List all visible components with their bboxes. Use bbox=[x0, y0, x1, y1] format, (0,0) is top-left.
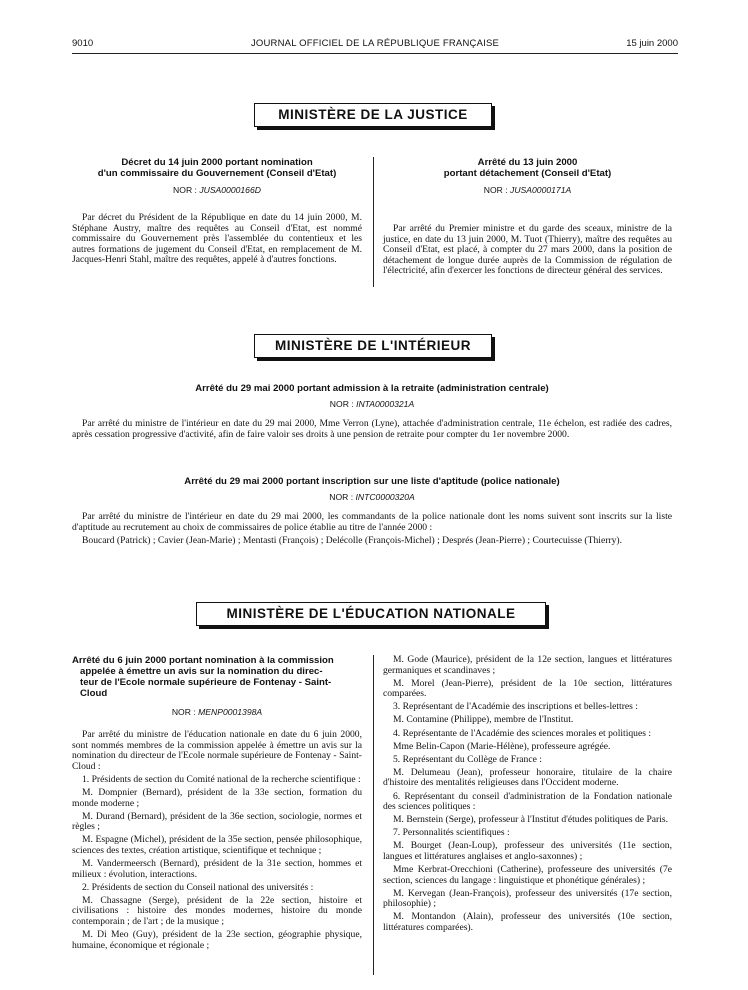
nor-label: NOR : bbox=[483, 185, 508, 195]
education-nor bbox=[72, 707, 362, 718]
list-item: M. Durand (Bernard), président de la 36e section, sociologie, normes et règles ; bbox=[72, 810, 362, 833]
header-rule bbox=[72, 53, 678, 54]
journal-title: JOURNAL OFFICIEL DE LA RÉPUBLIQUE FRANÇAISE bbox=[250, 38, 500, 49]
list-item: M. Montandon (Alain), professeur des universités (10e section, littératures comparées). bbox=[383, 911, 672, 934]
ministry-interieur-heading bbox=[254, 334, 492, 358]
education-right-column bbox=[383, 655, 672, 936]
decree-text bbox=[72, 213, 362, 266]
aptitude-names: Boucard (Patrick) ; Cavier (Jean-Marie) ; Mentasti (François) ; Delécolle (François-Michel) ; Després (Jean-Pierre) ; Courtecuisse (Thierry). bbox=[82, 535, 622, 547]
arrete-title bbox=[383, 157, 672, 179]
arrete-nor bbox=[383, 185, 672, 196]
column-divider bbox=[373, 655, 374, 975]
list-item: M. Vandermeersch (Bernard), président de la 31e section, hommes et milieux : évolution, interactions. bbox=[72, 858, 362, 880]
arrete-text bbox=[383, 224, 672, 277]
ministry-education-heading bbox=[196, 602, 546, 626]
list-item: M. Di Meo (Guy), président de la 23e section, géographie physique, humaine, économique et régionale ; bbox=[72, 929, 362, 951]
list-item: 6. Représentant du conseil d'administration de la Fondation nationale des sciences politiques : bbox=[383, 790, 672, 813]
decree-paragraph: Par décret du Président de la République en date du 14 juin 2000, M. Stéphane Austry, maître des requêtes au Conseil d'Etat, est nommé commissaire du Gouvernement près l'assemblée du contentieux et les autres formations de jugement du Conseil d'Etat, en remplacement de M. Jacques-Henri Stahl, maître des requêtes, appelé à d'autres fonctions. bbox=[72, 212, 362, 266]
nor-code: MENP0001398A bbox=[198, 707, 263, 717]
aptitude-paragraph: Par arrêté du ministre de l'intérieur en date du 29 mai 2000, les commandants de la police nationale dont les noms suivent sont inscrits sur la liste d'aptitude au recrutement au choix de commissaires de police établie au titre de l'année 2000 : bbox=[72, 511, 672, 533]
list-item: 7. Personnalités scientifiques : bbox=[393, 827, 510, 839]
list-item: M. Gode (Maurice), président de la 12e section, langues et littératures germaniques et scandinaves ; bbox=[383, 654, 672, 676]
page-header bbox=[72, 38, 678, 54]
decree-title-line1: Décret du 14 juin 2000 portant nomination bbox=[121, 157, 313, 168]
aptitude-nor bbox=[72, 492, 672, 503]
list-item: Mme Belin-Capon (Marie-Hélène), professeure agrégée. bbox=[393, 740, 611, 752]
nor-code: INTC0000320A bbox=[355, 492, 415, 502]
decree-title-line2: d'un commissaire du Gouvernement (Conseil d'Etat) bbox=[97, 168, 337, 179]
list-item: M. Bourget (Jean-Loup), professeur des universités (11e section, langues et littératures anglaises et anglo-saxonnes) ; bbox=[383, 840, 672, 862]
education-title-line1: Arrêté du 6 juin 2000 portant nomination à la commission bbox=[72, 655, 334, 666]
list-item: 1. Présidents de section du Comité national de la recherche scientifique : bbox=[82, 773, 361, 785]
list-item: M. Contamine (Philippe), membre de l'Institut. bbox=[393, 714, 574, 726]
arrete-paragraph: Par arrêté du Premier ministre et du garde des sceaux, ministre de la justice, en date du 13 juin 2000, M. Tuot (Thierry), maître des requêtes au Conseil d'Etat, est placé, à compter du 27 mars 2000, dans la position de détachement de longue durée auprès de la Commission de régulation de l'électricité, afin d'exercer les fonctions de directeur général des services. bbox=[383, 223, 672, 277]
list-item: 3. Représentant de l'Académie des inscriptions et belles-lettres : bbox=[393, 701, 638, 713]
nor-label: NOR : bbox=[173, 185, 197, 195]
list-item: M. Espagne (Michel), président de la 35e section, pensée philosophique, sciences des textes, création artistique, scientifique et technique ; bbox=[72, 834, 362, 856]
ministry-justice-heading bbox=[254, 103, 492, 127]
education-title bbox=[72, 655, 362, 699]
list-item: 5. Représentant du Collège de France : bbox=[393, 753, 542, 765]
nor-label: NOR : bbox=[171, 707, 196, 717]
issue-date: 15 juin 2000 bbox=[626, 38, 678, 49]
decree-title bbox=[72, 157, 362, 179]
nor-code: JUSA0000171A bbox=[510, 185, 572, 195]
education-title-line2: appelée à émettre un avis sur la nomination du direc- bbox=[80, 666, 323, 677]
nor-code: JUSA0000166D bbox=[199, 185, 261, 195]
education-left-list bbox=[72, 730, 362, 951]
interieur-arrete-aptitude bbox=[72, 476, 672, 548]
education-title-line3: teur de l'Ecole normale supérieure de Fontenay - Saint- bbox=[80, 677, 332, 688]
nor-label: NOR : bbox=[329, 399, 354, 409]
ministry-interieur-label: MINISTÈRE DE L'INTÉRIEUR bbox=[275, 338, 471, 353]
list-item: Par arrêté du ministre de l'éducation nationale en date du 6 juin 2000, sont nommés membres de la commission appelée à émettre un avis sur la nomination du directeur de l'Ecole normale supérieure de Fontenay - Saint-Cloud : bbox=[72, 729, 362, 772]
nor-code: INTA0000321A bbox=[356, 399, 415, 409]
retraite-nor bbox=[72, 399, 672, 410]
ministry-justice-label: MINISTÈRE DE LA JUSTICE bbox=[278, 107, 468, 122]
list-item: M. Kervegan (Jean-François), professeur des universités (17e section, philosophie) ; bbox=[383, 887, 672, 910]
interieur-arrete-retraite bbox=[72, 383, 672, 441]
page-number: 9010 bbox=[72, 38, 94, 49]
nor-label: NOR : bbox=[329, 492, 354, 502]
decree-nor bbox=[72, 185, 362, 196]
retraite-text bbox=[72, 419, 672, 440]
list-item: M. Bernstein (Serge), professeur à l'Institut d'études politiques de Paris. bbox=[393, 814, 669, 826]
list-item: M. Morel (Jean-Pierre), président de la 10e section, littératures comparées. bbox=[383, 677, 672, 700]
list-item: 4. Représentante de l'Académie des sciences morales et politiques : bbox=[393, 727, 652, 739]
list-item: M. Chassagne (Serge), président de la 22e section, histoire et civilisations : histoire des mondes modernes, histoire du monde contemporain ; de l'art ; de la musique ; bbox=[72, 894, 362, 927]
aptitude-text bbox=[72, 512, 672, 547]
arrete-title-line1: Arrêté du 13 juin 2000 bbox=[477, 157, 578, 168]
list-item: M. Dompnier (Bernard), président de la 33e section, formation du monde moderne ; bbox=[72, 786, 362, 809]
list-item: M. Delumeau (Jean), professeur honoraire, titulaire de la chaire d'histoire des mentalités religieuses dans l'Occident moderne. bbox=[383, 766, 672, 789]
education-arrete bbox=[72, 655, 362, 954]
ministry-education-label: MINISTÈRE DE L'ÉDUCATION NATIONALE bbox=[226, 606, 516, 621]
justice-arrete bbox=[383, 157, 672, 278]
list-item: Mme Kerbrat-Orecchioni (Catherine), professeure des universités (7e section, sciences du langage : linguistique et phonétique générales) ; bbox=[383, 864, 672, 886]
arrete-title-line2: portant détachement (Conseil d'Etat) bbox=[443, 168, 612, 179]
retraite-paragraph: Par arrêté du ministre de l'intérieur en date du 29 mai 2000, Mme Verron (Lyne), attachée d'administration centrale, 11e échelon, est radiée des cadres, après cessation progressive d'activité, afin de faire valoir ses droits à une pension de retraite pour compter du 1er novembre 2000. bbox=[72, 418, 672, 440]
education-right-list bbox=[383, 655, 672, 934]
aptitude-title: Arrêté du 29 mai 2000 portant inscription sur une liste d'aptitude (police nationale) bbox=[184, 476, 560, 487]
education-title-line4: Cloud bbox=[80, 688, 108, 699]
list-item: 2. Présidents de section du Conseil national des universités : bbox=[82, 881, 314, 893]
column-divider bbox=[373, 157, 374, 287]
retraite-title: Arrêté du 29 mai 2000 portant admission à la retraite (administration centrale) bbox=[195, 383, 549, 394]
justice-decree bbox=[72, 157, 362, 267]
